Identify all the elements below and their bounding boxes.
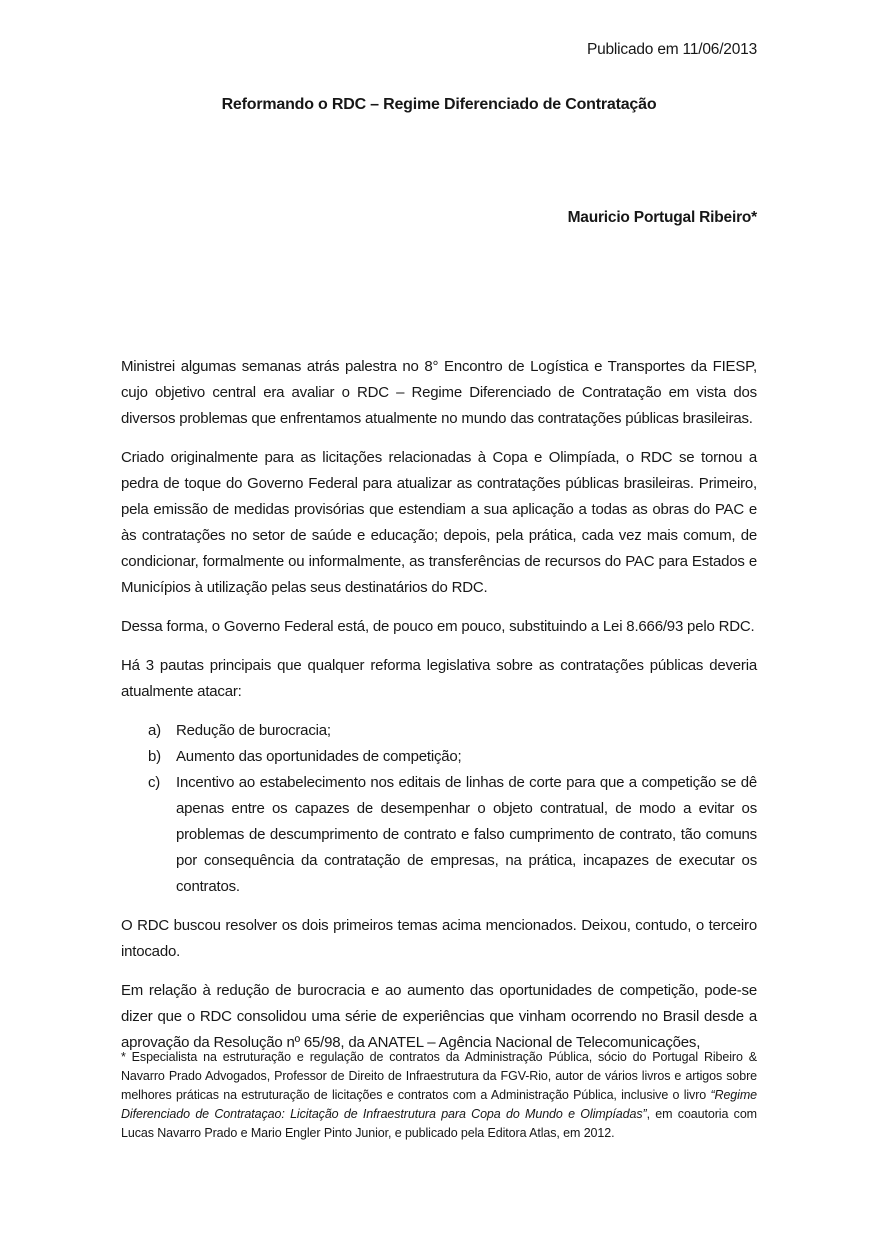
author-line: Mauricio Portugal Ribeiro* <box>567 209 757 226</box>
document-title: Reformando o RDC – Regime Diferenciado de Contratação <box>221 96 657 113</box>
list-marker-b: b) <box>148 748 161 765</box>
published-date: Publicado em 11/06/2013 <box>586 41 757 58</box>
list-marker-c: c) <box>148 774 161 791</box>
list-text-a: Redução de burocracia; <box>176 722 331 739</box>
paragraph-anatel: Em relação à redução de burocracia e ao aumento das oportunidades de competição, pode-se dizer que o RDC consolidou uma série de experiências que vinham ocorrendo no Brasil desde a aprovação da Resolução nº 65/98, da ANATEL – Agência Nacional de Telecomunicações, <box>121 982 757 1051</box>
document-body <box>121 354 757 1056</box>
paragraph-rdc-resolveu: O RDC buscou resolver os dois primeiros temas acima mencionados. Deixou, contudo, o terceiro intocado. <box>121 917 757 960</box>
footnote <box>121 1048 757 1143</box>
list-text-c: Incentivo ao estabelecimento nos editais de linhas de corte para que a competição se dê apenas entre os capazes de desempenhar o objeto contratual, de modo a evitar os problemas de descumprimento de contrato e falso cumprimento de contrato, tão comuns por consequência da contratação de empresas, na prática, incapazes de executar os contratos. <box>176 774 757 895</box>
paragraph-intro: Ministrei algumas semanas atrás palestra no 8° Encontro de Logística e Transportes da FIESP, cujo objetivo central era avaliar o RDC – Regime Diferenciado de Contratação em vista dos diversos problemas que enfrentamos atualmente no mundo das contratações públicas brasileiras. <box>121 358 757 427</box>
list-item-b <box>121 744 757 770</box>
paragraph-lei-8666: Dessa forma, o Governo Federal está, de pouco em pouco, substituindo a Lei 8.666/93 pelo RDC. <box>121 618 755 635</box>
paragraph-rdc-origin: Criado originalmente para as licitações relacionadas à Copa e Olimpíada, o RDC se tornou a pedra de toque do Governo Federal para atualizar as contratações públicas brasileiras. Primeiro, pela emissão de medidas provisórias que estendiam a sua aplicação a todas as obras do PAC e às contratações no setor de saúde e educação; depois, pela prática, cada vez mais comum, de condicionar, formalmente ou informalmente, as transferências de recursos do PAC para Estados e Municípios à utilização pelas seus destinatários do RDC. <box>121 449 757 596</box>
list-item-a <box>121 718 757 744</box>
list-text-b: Aumento das oportunidades de competição; <box>176 748 462 765</box>
footnote-text-prefix: * Especialista na estruturação e regulação de contratos da Administração Pública, sócio do Portugal Ribeiro & Navarro Prado Advogados, Professor de Direito de Infraestrutura da FGV-Rio, autor de vários livros e artigos sobre melhores práticas na estruturação de licitações e contratos com a Administração Pública, inclusive o livro <box>121 1050 757 1102</box>
paragraph-pautas-intro: Há 3 pautas principais que qualquer reforma legislativa sobre as contratações públicas deveria atualmente atacar: <box>121 657 757 700</box>
list-item-c <box>121 770 757 900</box>
pautas-list <box>121 718 757 900</box>
footnote-text-suffix: , em coautoria com Lucas Navarro Prado e Mario Engler Pinto Junior, e publicado pela Editora Atlas, em 2012. <box>121 1107 757 1140</box>
footnote-book-title: “Regime Diferenciado de Contrataçao: Licitação de Infraestrutura para Copa do Mundo e Olimpíadas” <box>121 1088 757 1121</box>
list-marker-a: a) <box>148 722 161 739</box>
